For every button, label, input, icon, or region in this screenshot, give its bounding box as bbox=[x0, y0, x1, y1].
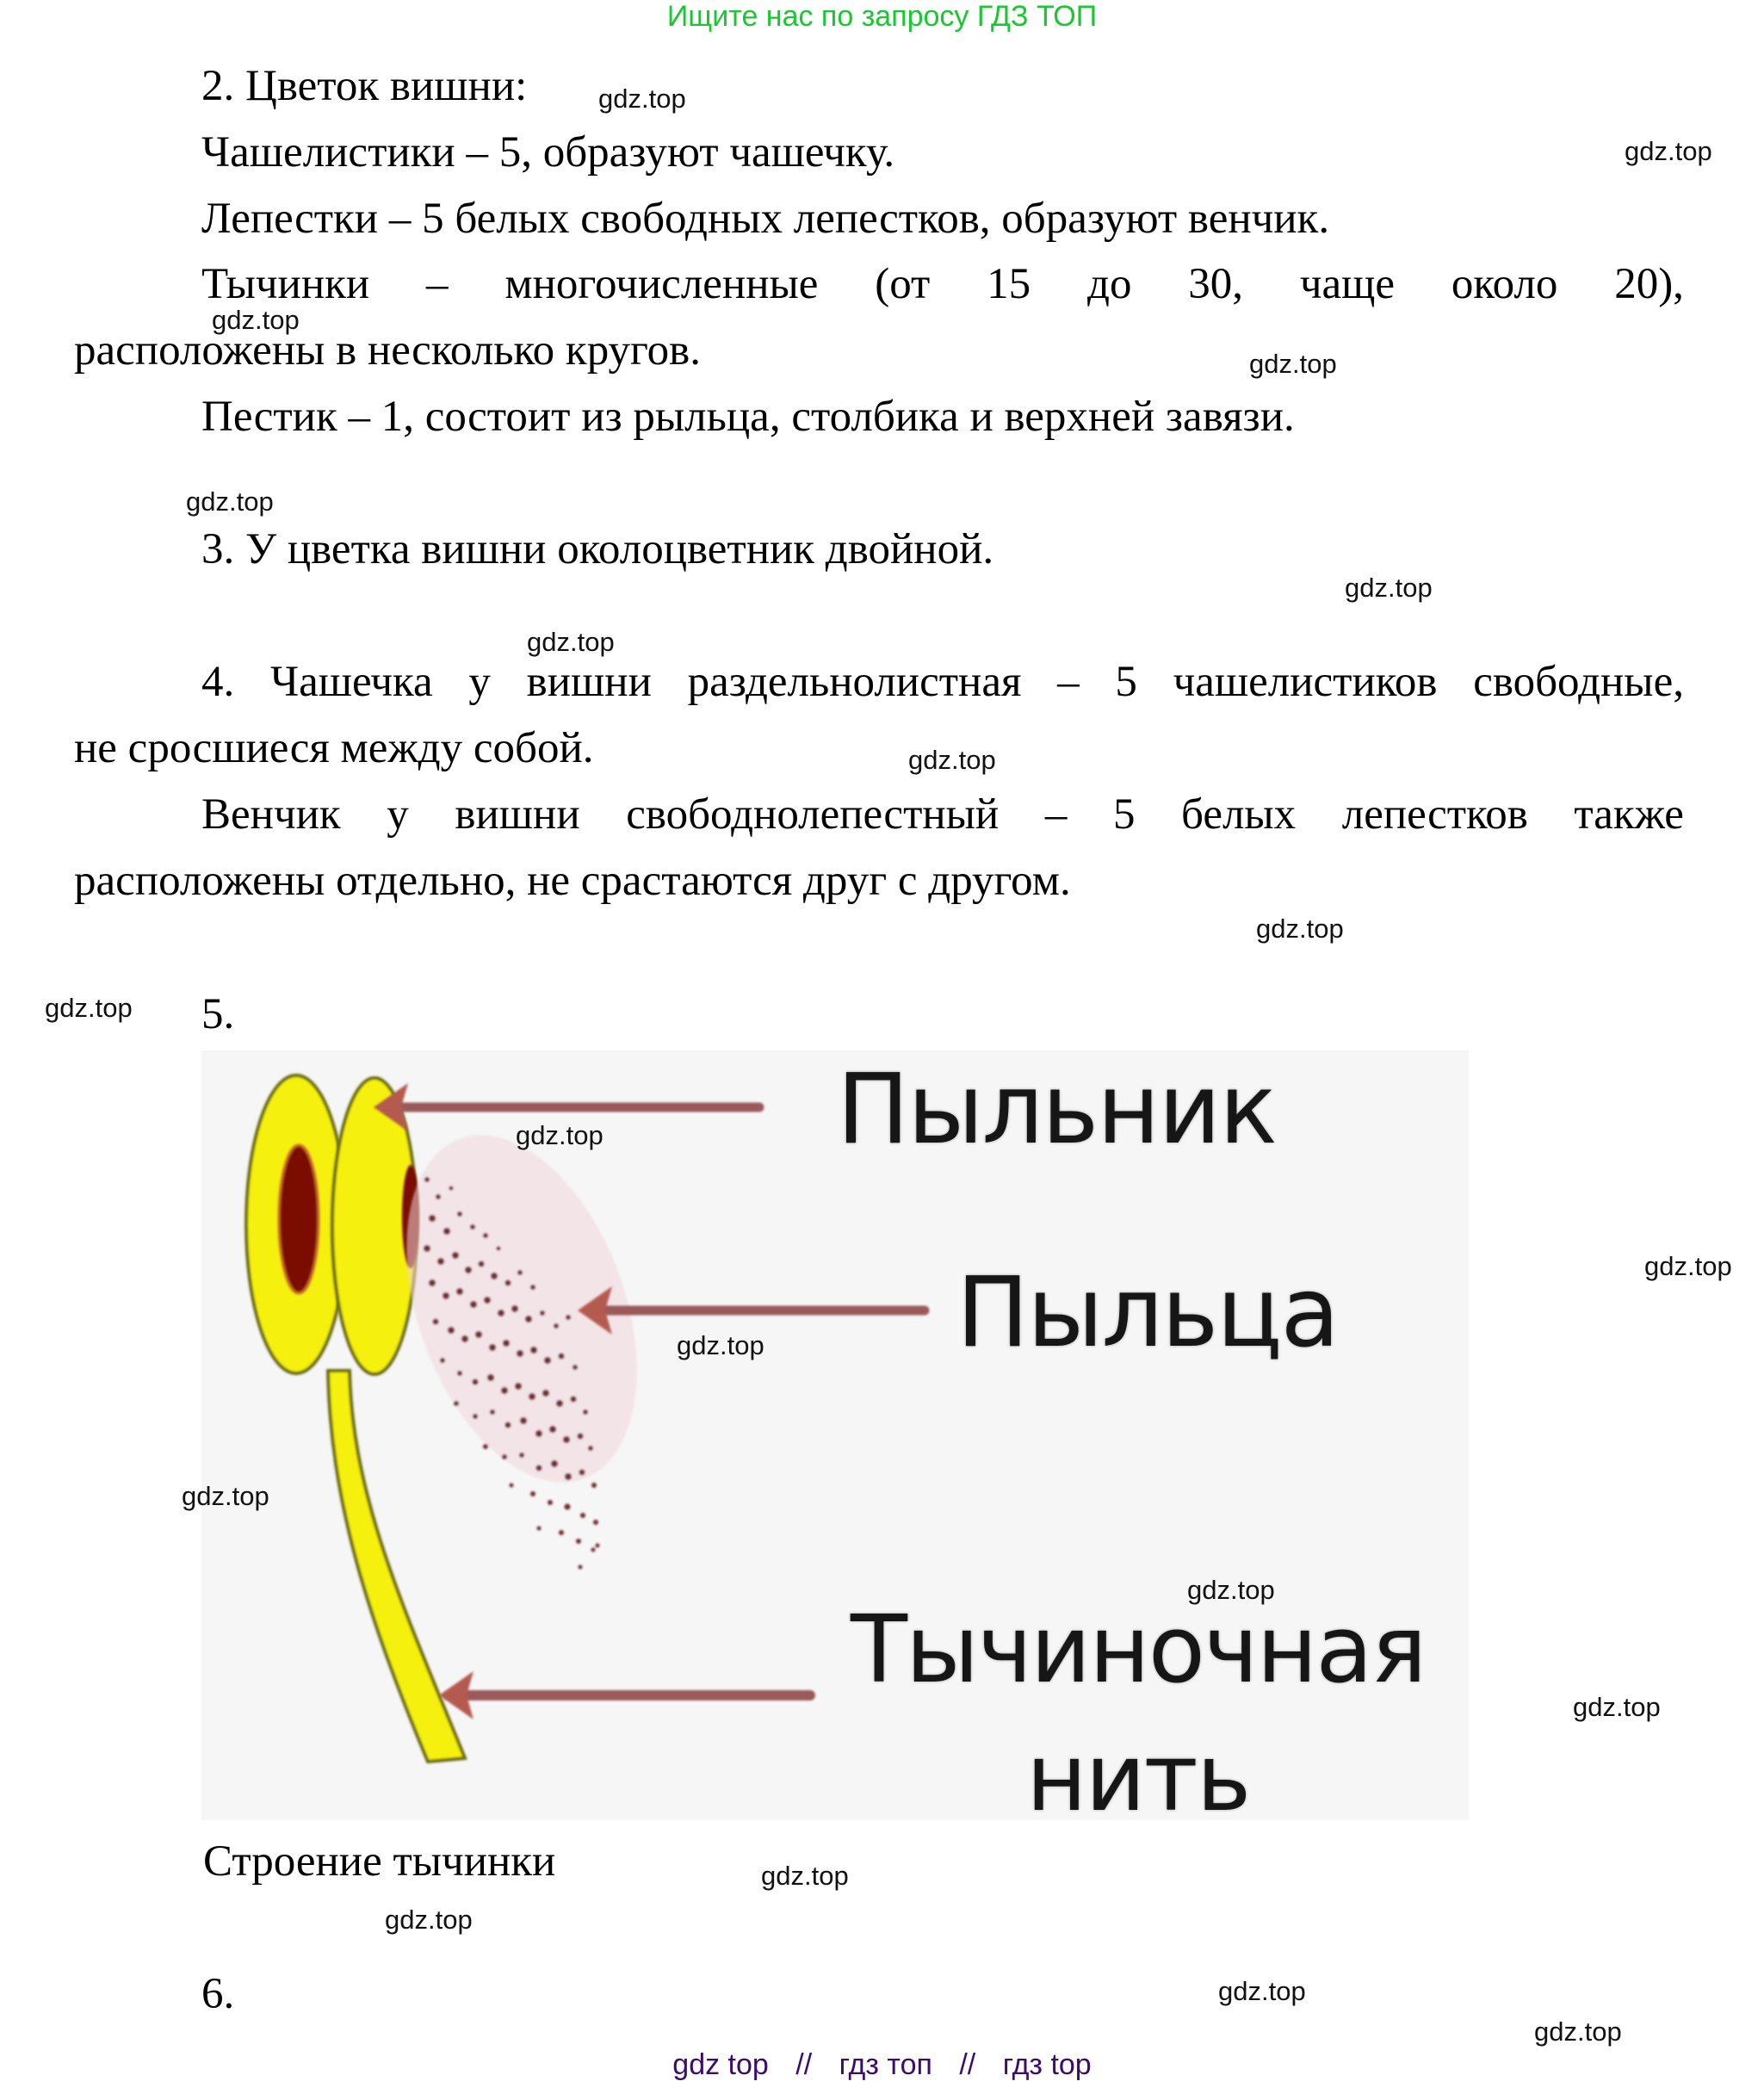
watermark: gdz.top bbox=[182, 1481, 269, 1511]
watermark: gdz.top bbox=[385, 1905, 473, 1935]
word: многочисленные bbox=[504, 260, 819, 308]
search-banner: Ищите нас по запросу ГДЗ ТОП bbox=[666, 0, 1098, 33]
word: 20), bbox=[1614, 260, 1684, 308]
watermark: gdz.top bbox=[212, 305, 300, 335]
word: свободные, bbox=[1473, 658, 1684, 706]
word: – bbox=[1044, 790, 1068, 839]
watermark: gdz.top bbox=[186, 486, 274, 517]
word: Чашечка bbox=[269, 658, 433, 706]
watermark: gdz.top bbox=[516, 1120, 603, 1150]
word: у bbox=[387, 790, 409, 839]
word: чаще bbox=[1299, 260, 1396, 308]
arrow-filament bbox=[439, 1671, 810, 1719]
q4-calyx-line2: не сросшиеся между собой. bbox=[74, 724, 594, 772]
filament-shape bbox=[328, 1371, 465, 1762]
word: чашелистиков bbox=[1173, 658, 1438, 706]
label-filament-line1: Тычиночная bbox=[851, 1596, 1426, 1704]
watermark: gdz.top bbox=[1534, 2016, 1622, 2047]
watermark: gdz.top bbox=[1345, 573, 1433, 603]
watermark: gdz.top bbox=[1187, 1575, 1275, 1605]
q6-number: 6. bbox=[201, 1970, 235, 2018]
word: – bbox=[1057, 658, 1080, 706]
q2-heading: 2. Цветок вишни: bbox=[201, 62, 528, 110]
word: до bbox=[1087, 260, 1132, 308]
word: свободнолепестный bbox=[626, 790, 1000, 839]
q2-stamens-line2: расположены в несколько кругов. bbox=[74, 326, 701, 375]
word: 4. bbox=[201, 658, 235, 706]
word: вишни bbox=[455, 790, 580, 839]
q4-corolla-line1 bbox=[201, 789, 1684, 840]
footer-separator: // bbox=[959, 2048, 976, 2081]
word: у bbox=[468, 658, 491, 706]
q2-sepals: Чашелистики – 5, образуют чашечку. bbox=[201, 128, 895, 177]
word: 30, bbox=[1188, 260, 1244, 308]
footer-links bbox=[0, 2047, 1764, 2082]
word: раздельнолистная bbox=[687, 658, 1022, 706]
q4-calyx-line1 bbox=[201, 656, 1684, 708]
watermark: gdz.top bbox=[761, 1861, 849, 1891]
locule-left bbox=[279, 1145, 319, 1293]
word: вишни bbox=[526, 658, 652, 706]
label-filament-line2: нить bbox=[1026, 1725, 1250, 1832]
watermark: gdz.top bbox=[598, 84, 686, 114]
q4-corolla-line2: расположены отдельно, не срастаются друг с другом. bbox=[74, 857, 1071, 905]
q2-petals: Лепестки – 5 белых свободных лепестков, образуют венчик. bbox=[201, 195, 1330, 243]
word: лепестков bbox=[1341, 790, 1528, 839]
word: (от bbox=[875, 260, 931, 308]
watermark: gdz.top bbox=[1218, 1976, 1306, 2006]
watermark: gdz.top bbox=[1573, 1692, 1661, 1722]
q2-stamens-line1 bbox=[201, 258, 1684, 310]
watermark: gdz.top bbox=[527, 627, 615, 657]
watermark: gdz.top bbox=[45, 993, 133, 1023]
footer-separator: // bbox=[795, 2048, 813, 2081]
footer-link-gdz-top-ru[interactable]: гдз топ bbox=[839, 2048, 932, 2081]
word: 5 bbox=[1112, 790, 1136, 839]
label-anther: Пыльник bbox=[837, 1054, 1276, 1166]
word: белых bbox=[1181, 790, 1297, 839]
q2-pistil: Пестик – 1, состоит из рыльца, столбика и верхней завязи. bbox=[201, 393, 1295, 441]
footer-link-gdz-top[interactable]: gdz top bbox=[672, 2048, 769, 2081]
watermark: gdz.top bbox=[1625, 136, 1712, 166]
figure-caption: Строение тычинки bbox=[203, 1837, 556, 1886]
watermark: gdz.top bbox=[677, 1330, 764, 1360]
word: Тычинки bbox=[201, 260, 370, 308]
word: также bbox=[1574, 790, 1684, 839]
word: 5 bbox=[1115, 658, 1137, 706]
word: около bbox=[1451, 260, 1558, 308]
watermark: gdz.top bbox=[1256, 914, 1344, 944]
q5-number: 5. bbox=[201, 990, 235, 1038]
word: 15 bbox=[987, 260, 1031, 308]
stamen-diagram bbox=[201, 1050, 1469, 1832]
watermark: gdz.top bbox=[1249, 349, 1337, 379]
q3-text: 3. У цветка вишни околоцветник двойной. bbox=[201, 525, 994, 573]
label-pollen: Пыльца bbox=[956, 1257, 1339, 1369]
word: Венчик bbox=[201, 790, 341, 839]
footer-link-gdz-top-mixed[interactable]: гдз top bbox=[1002, 2048, 1092, 2081]
word: – bbox=[426, 260, 449, 308]
watermark: gdz.top bbox=[908, 745, 996, 775]
watermark: gdz.top bbox=[1644, 1251, 1732, 1281]
